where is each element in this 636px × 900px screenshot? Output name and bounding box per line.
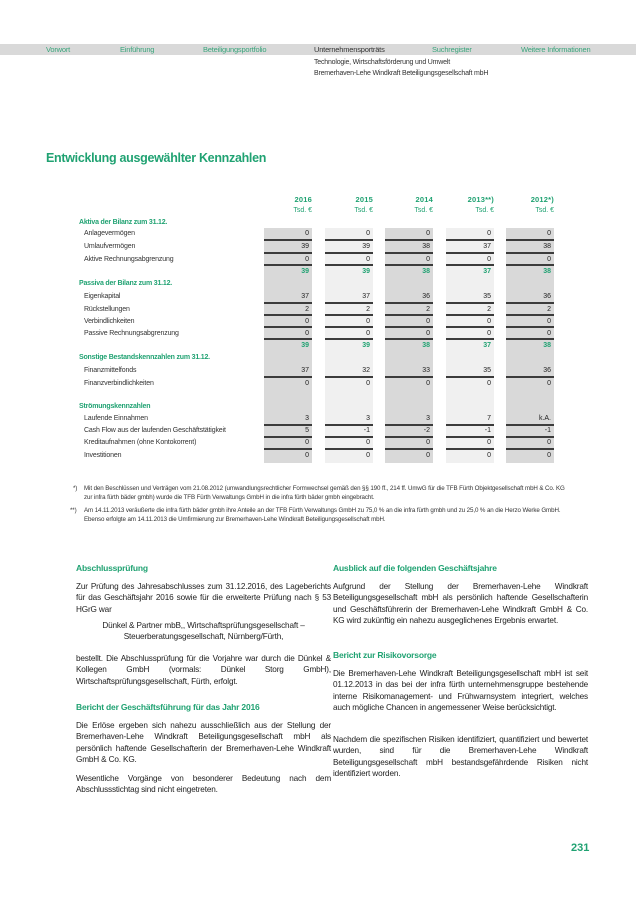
cell: 0 <box>547 330 551 337</box>
total-cell: 39 <box>362 342 370 349</box>
cell: 36 <box>422 293 430 300</box>
cell: 0 <box>366 256 370 263</box>
row-divider <box>264 436 312 438</box>
group-label-stroemung: Strömungskennzahlen <box>79 403 151 410</box>
row-divider <box>446 424 494 426</box>
row-divider <box>264 302 312 304</box>
row-divider <box>385 314 433 316</box>
row-divider <box>325 448 373 450</box>
column-header-year: 2013**) <box>467 195 494 204</box>
group-label-aktiva: Aktiva der Bilanz zum 31.12. <box>79 219 168 226</box>
paragraph: Die Erlöse ergeben sich nahezu ausschließlich aus der Stellung der Bremerhaven-Lehe Windkraft Beteiligungsgesellschaft mbH als persönlich haftende Gesellschafterin der Bremerhaven-Lehe Windkraft GmbH & Co. KG. <box>76 721 331 764</box>
cell: 38 <box>422 243 430 250</box>
cell: 5 <box>305 427 309 434</box>
cell: 36 <box>543 293 551 300</box>
cell: 0 <box>305 256 309 263</box>
row-label: Umlaufvermögen <box>84 243 136 250</box>
total-cell: 39 <box>362 268 370 275</box>
row-divider <box>325 326 373 328</box>
row-label: Rückstellungen <box>84 306 130 313</box>
cell: -1 <box>484 427 491 434</box>
heading-bericht-geschaeftsfuehrung: Bericht der Geschäftsführung für das Jahr 2016 <box>76 702 260 712</box>
row-divider <box>325 436 373 438</box>
row-divider <box>264 264 312 266</box>
cell: 0 <box>366 380 370 387</box>
footnote-text: Mit den Beschlüssen und Verträgen vom 21.08.2012 (umwandlungsrechtlicher Formwechsel gemäß den §§ 190 ff., 214 ff. UmwG für die TFB Fürth Objektgesellschaft mbH & Co. KG zur infra fürth bäder gmbh) wurde die TFB Fürth Verwaltungs GmbH in die infra fürth bäder gmbh eingebracht. <box>84 485 565 501</box>
row-divider <box>264 239 312 241</box>
row-divider <box>446 314 494 316</box>
paragraph: Zur Prüfung des Jahresabschlusses zum 31.12.2016, des Lageberichts für das Geschäftsjahr 2016 sowie für die erweiterte Prüfung nach § 53 HGrG war <box>76 582 331 614</box>
cell: 0 <box>487 256 491 263</box>
cell: 0 <box>547 439 551 446</box>
row-divider <box>446 376 494 378</box>
cell: 2 <box>305 306 309 313</box>
row-divider <box>506 252 554 254</box>
cell: 0 <box>426 452 430 459</box>
cell: 33 <box>422 367 430 374</box>
top-navigation <box>0 44 636 55</box>
total-cell: 37 <box>483 342 491 349</box>
cell: 39 <box>362 243 370 250</box>
row-divider <box>446 302 494 304</box>
row-divider <box>446 436 494 438</box>
row-divider <box>506 448 554 450</box>
cell: 0 <box>305 452 309 459</box>
cell: 0 <box>366 330 370 337</box>
row-divider <box>506 436 554 438</box>
row-divider <box>506 302 554 304</box>
group-label-sonstige: Sonstige Bestandskennzahlen zum 31.12. <box>79 354 210 361</box>
cell: 0 <box>547 230 551 237</box>
footnote-mark: *) <box>73 485 78 492</box>
heading-risikovorsorge: Bericht zur Risikovorsorge <box>333 650 437 660</box>
row-divider <box>446 252 494 254</box>
column-header-year: 2016 <box>294 195 312 204</box>
table-row <box>0 378 636 390</box>
row-divider <box>325 376 373 378</box>
row-divider <box>506 424 554 426</box>
cell: 3 <box>426 415 430 422</box>
cell: -1 <box>363 427 370 434</box>
cell: 0 <box>366 230 370 237</box>
cell: 0 <box>426 256 430 263</box>
nav-item-suchregister[interactable]: Suchregister <box>432 45 472 54</box>
row-divider <box>385 424 433 426</box>
column-header-unit: Tsd. € <box>535 207 554 214</box>
cell: 37 <box>362 293 370 300</box>
row-divider <box>325 338 373 340</box>
column-header-year: 2012*) <box>530 195 554 204</box>
cell: 0 <box>547 380 551 387</box>
row-divider <box>325 239 373 241</box>
column-header-unit: Tsd. € <box>475 207 494 214</box>
row-label: Anlagevermögen <box>84 230 135 237</box>
cell: 0 <box>366 318 370 325</box>
row-divider <box>325 302 373 304</box>
cell: 37 <box>301 293 309 300</box>
paragraph: Die Bremerhaven-Lehe Windkraft Beteiligungsgesellschaft mbH ist seit 01.12.2013 in das bei der infra fürth unternehmensgruppe bestehende interne Risikomanagement- und Frühwarnsystem integriert, welches auch mögliche Chancen in angemessener Weise berücksichtigt. <box>333 669 588 712</box>
row-divider <box>385 239 433 241</box>
cell: 36 <box>543 367 551 374</box>
cell: 2 <box>366 306 370 313</box>
row-divider <box>506 264 554 266</box>
table-row <box>0 450 636 462</box>
cell: 2 <box>487 306 491 313</box>
row-divider <box>385 338 433 340</box>
column-header-unit: Tsd. € <box>354 207 373 214</box>
cell: 37 <box>301 367 309 374</box>
cell: 0 <box>426 439 430 446</box>
cell: k.A. <box>538 415 551 422</box>
total-cell: 38 <box>422 342 430 349</box>
row-divider <box>446 448 494 450</box>
cell: 0 <box>426 380 430 387</box>
cell: 2 <box>547 306 551 313</box>
row-divider <box>385 326 433 328</box>
cell: 0 <box>487 318 491 325</box>
row-divider <box>446 326 494 328</box>
cell: 0 <box>487 330 491 337</box>
row-divider <box>506 338 554 340</box>
row-divider <box>264 326 312 328</box>
footnote-text: Am 14.11.2013 veräußerte die infra fürth bäder gmbh ihre Anteile an der TFB Fürth Verwaltungs GmbH zu 75,0 % an die infra fürth gmbh und zu 25,0 % an die Herzo Werke GmbH. Ebenso erfolgte am 14.11.2013 die Umfirmierung zur Bremerhaven-Lehe Windkraft Beteiligungsgesellschaft mbH. <box>84 507 561 523</box>
cell: -2 <box>423 427 430 434</box>
row-divider <box>506 314 554 316</box>
row-divider <box>506 326 554 328</box>
group-header-row <box>0 278 636 290</box>
total-cell: 38 <box>543 268 551 275</box>
row-divider <box>385 376 433 378</box>
cell: 0 <box>305 330 309 337</box>
row-divider <box>446 264 494 266</box>
cell: 0 <box>305 230 309 237</box>
cell: 3 <box>366 415 370 422</box>
row-divider <box>385 448 433 450</box>
cell: 0 <box>487 380 491 387</box>
row-divider <box>325 314 373 316</box>
row-label: Finanzmittelfonds <box>84 367 137 374</box>
total-cell: 39 <box>301 342 309 349</box>
column-header-unit: Tsd. € <box>293 207 312 214</box>
cell: 0 <box>487 439 491 446</box>
cell: 0 <box>426 230 430 237</box>
row-divider <box>325 252 373 254</box>
breadcrumb-category: Technologie, Wirtschaftsförderung und Umwelt <box>314 59 450 66</box>
row-divider <box>385 264 433 266</box>
cell: 7 <box>487 415 491 422</box>
cell: 0 <box>366 439 370 446</box>
row-divider <box>264 314 312 316</box>
row-label: Kreditaufnahmen (ohne Kontokorrent) <box>84 439 197 446</box>
total-cell: 37 <box>483 268 491 275</box>
cell: 0 <box>426 318 430 325</box>
footnote-2 <box>70 506 570 524</box>
column-header-year: 2015 <box>355 195 373 204</box>
total-cell: 39 <box>301 268 309 275</box>
cell: 0 <box>305 439 309 446</box>
row-divider <box>264 338 312 340</box>
row-divider <box>264 376 312 378</box>
cell: 38 <box>543 243 551 250</box>
row-divider <box>385 252 433 254</box>
column-header-year: 2014 <box>415 195 433 204</box>
cell: 0 <box>426 330 430 337</box>
footnote-mark: **) <box>70 507 77 514</box>
row-divider <box>506 239 554 241</box>
cell: 0 <box>366 452 370 459</box>
total-cell: 38 <box>422 268 430 275</box>
nav-item-unternehmensportraets[interactable]: Unternehmensporträts <box>314 45 385 54</box>
cell: 3 <box>305 415 309 422</box>
paragraph-auditor: Dünkel & Partner mbB,, Wirtschaftsprüfungsgesellschaft – Steuerberatungsgesellschaft, Nürnberg/Fürth, <box>102 621 305 642</box>
page-number: 231 <box>571 842 590 854</box>
nav-item-weitere-informationen[interactable]: Weitere Informationen <box>521 45 591 54</box>
row-label: Finanzverbindlichkeiten <box>84 380 154 387</box>
row-divider <box>325 264 373 266</box>
nav-item-einfuehrung[interactable]: Einführung <box>120 45 155 54</box>
cell: 0 <box>305 318 309 325</box>
cell: 0 <box>547 256 551 263</box>
heading-ausblick: Ausblick auf die folgenden Geschäftsjahre <box>333 563 497 573</box>
row-label: Aktive Rechnungsabgrenzung <box>84 256 174 263</box>
row-label: Investitionen <box>84 452 122 459</box>
row-label: Eigenkapital <box>84 293 121 300</box>
cell: 2 <box>426 306 430 313</box>
cell: 0 <box>487 230 491 237</box>
cell: 35 <box>483 293 491 300</box>
nav-item-vorwort[interactable]: Vorwort <box>46 45 71 54</box>
total-row <box>0 266 636 278</box>
total-row <box>0 340 636 352</box>
row-divider <box>506 376 554 378</box>
row-divider <box>264 424 312 426</box>
column-header-unit: Tsd. € <box>414 207 433 214</box>
nav-item-beteiligungsportfolio[interactable]: Beteiligungsportfolio <box>203 45 267 54</box>
row-divider <box>446 239 494 241</box>
group-header-row <box>0 401 636 413</box>
cell: 39 <box>301 243 309 250</box>
cell: 0 <box>547 452 551 459</box>
group-header-row <box>0 352 636 364</box>
group-label-passiva: Passiva der Bilanz zum 31.12. <box>79 280 173 287</box>
heading-abschlusspruefung: Abschlussprüfung <box>76 563 148 573</box>
paragraph: bestellt. Die Abschlussprüfung für die Vorjahre war durch die Dünkel & Kollegen GmbH (vormals: Dünkel Storg GmbH), Wirtschaftsprüfungsgesellschaft, Fürth, erfolgt. <box>76 654 331 686</box>
footnote-1 <box>70 484 570 502</box>
row-divider <box>264 448 312 450</box>
cell: 0 <box>547 318 551 325</box>
cell: -1 <box>544 427 551 434</box>
row-label: Passive Rechnungsabgrenzung <box>84 330 179 337</box>
cell: 32 <box>362 367 370 374</box>
breadcrumb-company: Bremerhaven-Lehe Windkraft Beteiligungsgesellschaft mbH <box>314 70 489 77</box>
cell: 37 <box>483 243 491 250</box>
cell: 0 <box>305 380 309 387</box>
cell: 35 <box>483 367 491 374</box>
total-cell: 38 <box>543 342 551 349</box>
row-divider <box>446 338 494 340</box>
row-label: Cash Flow aus der laufenden Geschäftstätigkeit <box>84 427 226 434</box>
row-label: Verbindlichkeiten <box>84 318 135 325</box>
row-divider <box>264 252 312 254</box>
section-title: Entwicklung ausgewählter Kennzahlen <box>46 151 267 165</box>
row-divider <box>325 424 373 426</box>
row-divider <box>385 436 433 438</box>
paragraph: Aufgrund der Stellung der Bremerhaven-Lehe Windkraft Beteiligungsgesellschaft mbH als persönlich haftende Gesellschafterin und Geschäftsführerin der Bremerhaven-Lehe Windkraft GmbH & Co. KG wird zukünftig ein nahezu ausgeglichenes Ergebnis erwartet. <box>333 582 588 625</box>
row-label: Laufende Einnahmen <box>84 415 148 422</box>
cell: 0 <box>487 452 491 459</box>
paragraph: Wesentliche Vorgänge von besonderer Bedeutung nach dem Abschlussstichtag sind nicht eingetreten. <box>76 774 331 795</box>
paragraph: Nachdem die spezifischen Risiken identifiziert, quantifiziert und bewertet wurden, sind für die Bremerhaven-Lehe Windkraft Beteiligungsgesellschaft mbH bestandsgefährdende Risiken nicht identifiziert worden. <box>333 735 588 778</box>
row-divider <box>385 302 433 304</box>
